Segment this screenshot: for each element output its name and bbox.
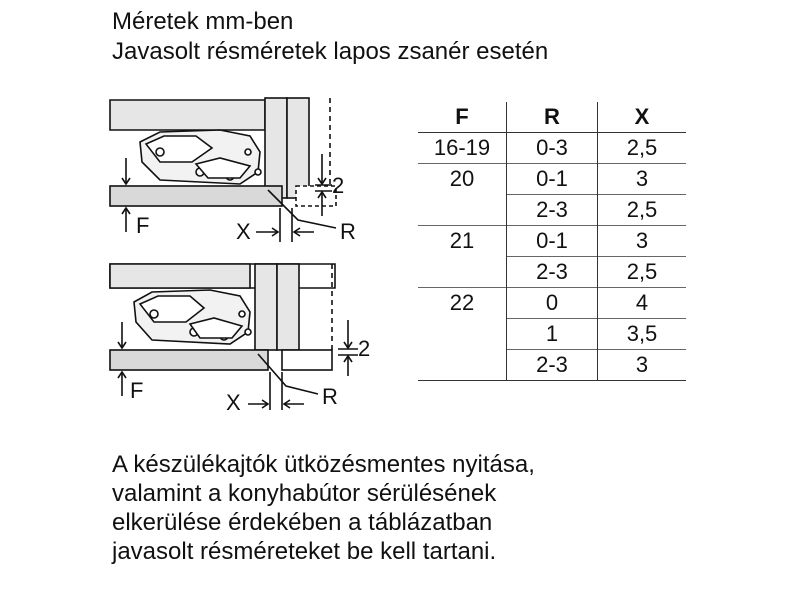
cell-x: 3 bbox=[598, 226, 687, 257]
cell-x: 2,5 bbox=[598, 257, 687, 288]
cabinet-panel bbox=[110, 100, 265, 130]
cell-x: 3,5 bbox=[598, 319, 687, 350]
hinge-diagram-top bbox=[100, 92, 370, 252]
door-panel-inner bbox=[255, 264, 277, 350]
cell-r: 0-1 bbox=[507, 226, 598, 257]
cell-f: 20 bbox=[418, 164, 507, 195]
cell-r: 2-3 bbox=[507, 257, 598, 288]
cell-r: 0-1 bbox=[507, 164, 598, 195]
cell-r: 1 bbox=[507, 319, 598, 350]
cell-x: 3 bbox=[598, 350, 687, 381]
label-r-bottom: R bbox=[322, 384, 338, 409]
table-row bbox=[418, 195, 686, 226]
header-x: X bbox=[598, 102, 687, 133]
heading-line-1: Méretek mm-ben bbox=[112, 8, 294, 35]
hinge-diagram-bottom bbox=[100, 258, 370, 418]
label-f-bottom: F bbox=[130, 378, 144, 403]
cell-r: 0-3 bbox=[507, 133, 598, 164]
label-r-top: R bbox=[340, 219, 356, 244]
label-x-bottom: X bbox=[226, 390, 241, 415]
gap-table bbox=[418, 102, 686, 381]
table-row bbox=[418, 350, 686, 381]
cell-f: 21 bbox=[418, 226, 507, 257]
cell-x: 3 bbox=[598, 164, 687, 195]
note-line-2: valamint a konyhabútor sérülésének bbox=[112, 480, 497, 507]
cell-f bbox=[418, 319, 507, 350]
table-row bbox=[418, 288, 686, 319]
table-row bbox=[418, 164, 686, 195]
note-line-4: javasolt résméreteket be kell tartani. bbox=[112, 538, 497, 565]
bottom-board bbox=[110, 350, 268, 370]
header-r: R bbox=[507, 102, 598, 133]
table-row bbox=[418, 133, 686, 164]
door-panel-inner bbox=[265, 98, 287, 198]
label-gap-top: 2 bbox=[332, 173, 345, 198]
note-line-1: A készülékajtók ütközésmentes nyitása, bbox=[112, 451, 535, 478]
bottom-board bbox=[110, 186, 282, 206]
note-line-3: elkerülése érdekében a táblázatban bbox=[112, 509, 493, 536]
header-f: F bbox=[418, 102, 507, 133]
note-paragraph bbox=[112, 450, 535, 566]
door-panel-outer bbox=[277, 264, 299, 350]
cell-f bbox=[418, 350, 507, 381]
cell-r: 2-3 bbox=[507, 350, 598, 381]
cell-f bbox=[418, 195, 507, 226]
cell-x: 2,5 bbox=[598, 195, 687, 226]
label-gap-bottom: 2 bbox=[358, 336, 370, 361]
heading-line-2: Javasolt résméretek lapos zsanér esetén bbox=[112, 38, 549, 65]
cell-f: 22 bbox=[418, 288, 507, 319]
table-row bbox=[418, 319, 686, 350]
label-x-top: X bbox=[236, 219, 251, 244]
cell-x: 2,5 bbox=[598, 133, 687, 164]
table-row bbox=[418, 257, 686, 288]
table-header-row bbox=[418, 102, 686, 133]
cell-f bbox=[418, 257, 507, 288]
cell-x: 4 bbox=[598, 288, 687, 319]
cell-r: 2-3 bbox=[507, 195, 598, 226]
table-row bbox=[418, 226, 686, 257]
label-f-top: F bbox=[136, 213, 150, 238]
cell-f: 16-19 bbox=[433, 135, 491, 160]
door-panel-outer bbox=[287, 98, 309, 198]
cell-r: 0 bbox=[507, 288, 598, 319]
